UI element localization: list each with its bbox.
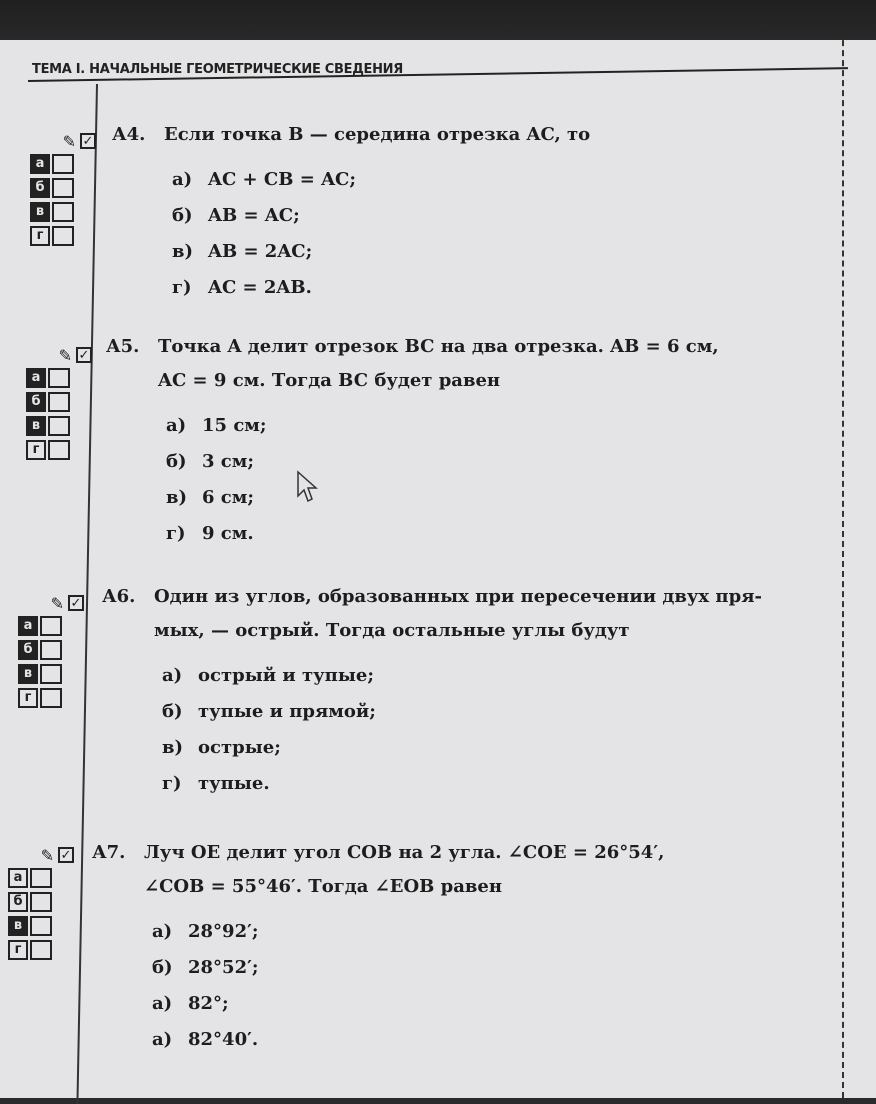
options-list bbox=[166, 408, 866, 552]
option-text: 6 см; bbox=[202, 487, 255, 508]
option-item[interactable] bbox=[152, 1022, 852, 1058]
question-text bbox=[106, 330, 866, 364]
option-letter: а) bbox=[172, 169, 193, 190]
answer-grid-a5 bbox=[26, 344, 96, 462]
options-list bbox=[162, 658, 862, 802]
answer-grid-a6 bbox=[18, 592, 88, 710]
question-stem: Если точка B — середина отрезка AC, то bbox=[164, 124, 591, 145]
answer-letter: в bbox=[30, 202, 50, 222]
answer-mark-header bbox=[26, 344, 96, 366]
answer-row[interactable] bbox=[8, 866, 78, 890]
pencil-icon: ✎ bbox=[40, 845, 54, 865]
answer-letter: б bbox=[26, 392, 46, 412]
option-item[interactable] bbox=[162, 730, 862, 766]
mouse-cursor-icon bbox=[296, 470, 318, 504]
question-number: А7. bbox=[92, 842, 126, 863]
option-text: AC + CB = AC; bbox=[208, 169, 356, 190]
question-a7 bbox=[92, 836, 852, 1058]
answer-letter: б bbox=[18, 640, 38, 660]
option-item[interactable] bbox=[162, 766, 862, 802]
option-text: тупые. bbox=[198, 773, 270, 794]
options-list bbox=[152, 914, 852, 1058]
answer-row[interactable] bbox=[18, 686, 88, 710]
question-a6 bbox=[102, 580, 862, 802]
option-letter: в) bbox=[172, 241, 194, 262]
pencil-icon: ✎ bbox=[58, 345, 72, 365]
answer-row[interactable] bbox=[8, 890, 78, 914]
question-a5 bbox=[106, 330, 866, 552]
checkbox-icon: ✓ bbox=[58, 847, 74, 863]
answer-row[interactable] bbox=[30, 176, 100, 200]
option-text: 82°; bbox=[188, 993, 229, 1014]
option-letter: б) bbox=[172, 205, 193, 226]
answer-checkbox[interactable] bbox=[48, 440, 70, 460]
answer-row[interactable] bbox=[30, 152, 100, 176]
answer-checkbox[interactable] bbox=[52, 202, 74, 222]
option-item[interactable] bbox=[166, 516, 866, 552]
answer-checkbox[interactable] bbox=[48, 416, 70, 436]
question-text-continued: мых, — острый. Тогда остальные углы будут bbox=[154, 620, 630, 641]
question-number: А6. bbox=[102, 586, 136, 607]
pencil-icon: ✎ bbox=[50, 593, 64, 613]
option-letter: г) bbox=[162, 773, 182, 794]
answer-grid-a7 bbox=[8, 844, 78, 962]
question-stem: Один из углов, образованных при пересечении двух пря- bbox=[154, 586, 762, 607]
answer-letter: г bbox=[8, 940, 28, 960]
answer-checkbox[interactable] bbox=[40, 688, 62, 708]
answer-letter: а bbox=[26, 368, 46, 388]
option-item[interactable] bbox=[172, 162, 872, 198]
answer-mark-header bbox=[18, 592, 88, 614]
question-text bbox=[92, 836, 852, 870]
option-item[interactable] bbox=[166, 408, 866, 444]
option-item[interactable] bbox=[172, 234, 872, 270]
answer-letter: в bbox=[8, 916, 28, 936]
checkbox-icon: ✓ bbox=[80, 133, 96, 149]
answer-checkbox[interactable] bbox=[30, 892, 52, 912]
answer-row[interactable] bbox=[18, 662, 88, 686]
answer-letter: г bbox=[26, 440, 46, 460]
option-letter: б) bbox=[166, 451, 187, 472]
answer-row[interactable] bbox=[8, 938, 78, 962]
option-item[interactable] bbox=[152, 950, 852, 986]
question-stem: Луч OE делит угол COB на 2 угла. ∠COE = 26°54′, bbox=[144, 842, 665, 863]
option-item[interactable] bbox=[172, 198, 872, 234]
answer-row[interactable] bbox=[26, 414, 96, 438]
answer-row[interactable] bbox=[8, 914, 78, 938]
option-item[interactable] bbox=[152, 914, 852, 950]
answer-checkbox[interactable] bbox=[40, 616, 62, 636]
topic-heading: ТЕМА I. НАЧАЛЬНЫЕ ГЕОМЕТРИЧЕСКИЕ СВЕДЕНИЯ bbox=[32, 62, 403, 77]
option-letter: г) bbox=[166, 523, 186, 544]
question-a4 bbox=[112, 118, 872, 306]
answer-row[interactable] bbox=[26, 366, 96, 390]
question-text-continued: AC = 9 см. Тогда BC будет равен bbox=[158, 370, 501, 391]
answer-checkbox[interactable] bbox=[52, 226, 74, 246]
answer-row[interactable] bbox=[26, 390, 96, 414]
answer-checkbox[interactable] bbox=[30, 868, 52, 888]
checkbox-icon: ✓ bbox=[76, 347, 92, 363]
option-text: острый и тупые; bbox=[198, 665, 374, 686]
option-text: 3 см; bbox=[202, 451, 255, 472]
answer-letter: а bbox=[8, 868, 28, 888]
option-letter: а) bbox=[152, 993, 173, 1014]
answer-grid-a4 bbox=[30, 130, 100, 248]
option-text: AB = AC; bbox=[208, 205, 300, 226]
checkbox-icon: ✓ bbox=[68, 595, 84, 611]
option-letter: в) bbox=[162, 737, 184, 758]
answer-checkbox[interactable] bbox=[48, 392, 70, 412]
option-letter: б) bbox=[152, 957, 173, 978]
answer-letter: а bbox=[30, 154, 50, 174]
option-text: AB = 2AC; bbox=[208, 241, 313, 262]
answer-letter: б bbox=[8, 892, 28, 912]
answer-letter: б bbox=[30, 178, 50, 198]
answer-checkbox[interactable] bbox=[52, 178, 74, 198]
question-stem: Точка A делит отрезок BC на два отрезка. AB = 6 см, bbox=[158, 336, 719, 357]
option-item[interactable] bbox=[172, 270, 872, 306]
answer-row[interactable] bbox=[18, 638, 88, 662]
option-item[interactable] bbox=[166, 444, 866, 480]
answer-letter: г bbox=[18, 688, 38, 708]
answer-checkbox[interactable] bbox=[52, 154, 74, 174]
answer-checkbox[interactable] bbox=[40, 640, 62, 660]
option-letter: в) bbox=[166, 487, 188, 508]
option-text: 9 см. bbox=[202, 523, 254, 544]
answer-letter: а bbox=[18, 616, 38, 636]
option-text: 82°40′. bbox=[188, 1029, 259, 1050]
answer-checkbox[interactable] bbox=[40, 664, 62, 684]
answer-letter: г bbox=[30, 226, 50, 246]
question-text-continued: ∠COB = 55°46′. Тогда ∠EOB равен bbox=[144, 876, 502, 897]
answer-checkbox[interactable] bbox=[30, 940, 52, 960]
option-text: 28°92′; bbox=[188, 921, 259, 942]
answer-letter: в bbox=[26, 416, 46, 436]
answer-checkbox[interactable] bbox=[48, 368, 70, 388]
option-item[interactable] bbox=[166, 480, 866, 516]
answer-row[interactable] bbox=[30, 200, 100, 224]
question-text bbox=[102, 580, 862, 614]
option-item[interactable] bbox=[152, 986, 852, 1022]
option-text: острые; bbox=[198, 737, 281, 758]
option-text: 28°52′; bbox=[188, 957, 259, 978]
answer-row[interactable] bbox=[30, 224, 100, 248]
answer-mark-header bbox=[30, 130, 100, 152]
question-number: А5. bbox=[106, 336, 140, 357]
option-letter: а) bbox=[166, 415, 187, 436]
pencil-icon: ✎ bbox=[62, 131, 76, 151]
option-item[interactable] bbox=[162, 694, 862, 730]
answer-mark-header bbox=[8, 844, 78, 866]
answer-row[interactable] bbox=[18, 614, 88, 638]
answer-row[interactable] bbox=[26, 438, 96, 462]
option-letter: а) bbox=[152, 921, 173, 942]
option-text: AC = 2AB. bbox=[208, 277, 312, 298]
option-letter: б) bbox=[162, 701, 183, 722]
option-letter: а) bbox=[152, 1029, 173, 1050]
answer-letter: в bbox=[18, 664, 38, 684]
question-text bbox=[112, 118, 872, 152]
question-number: А4. bbox=[112, 124, 146, 145]
option-letter: а) bbox=[162, 665, 183, 686]
option-item[interactable] bbox=[162, 658, 862, 694]
option-text: тупые и прямой; bbox=[198, 701, 376, 722]
options-list bbox=[172, 162, 872, 306]
option-text: 15 см; bbox=[202, 415, 267, 436]
answer-checkbox[interactable] bbox=[30, 916, 52, 936]
option-letter: г) bbox=[172, 277, 192, 298]
